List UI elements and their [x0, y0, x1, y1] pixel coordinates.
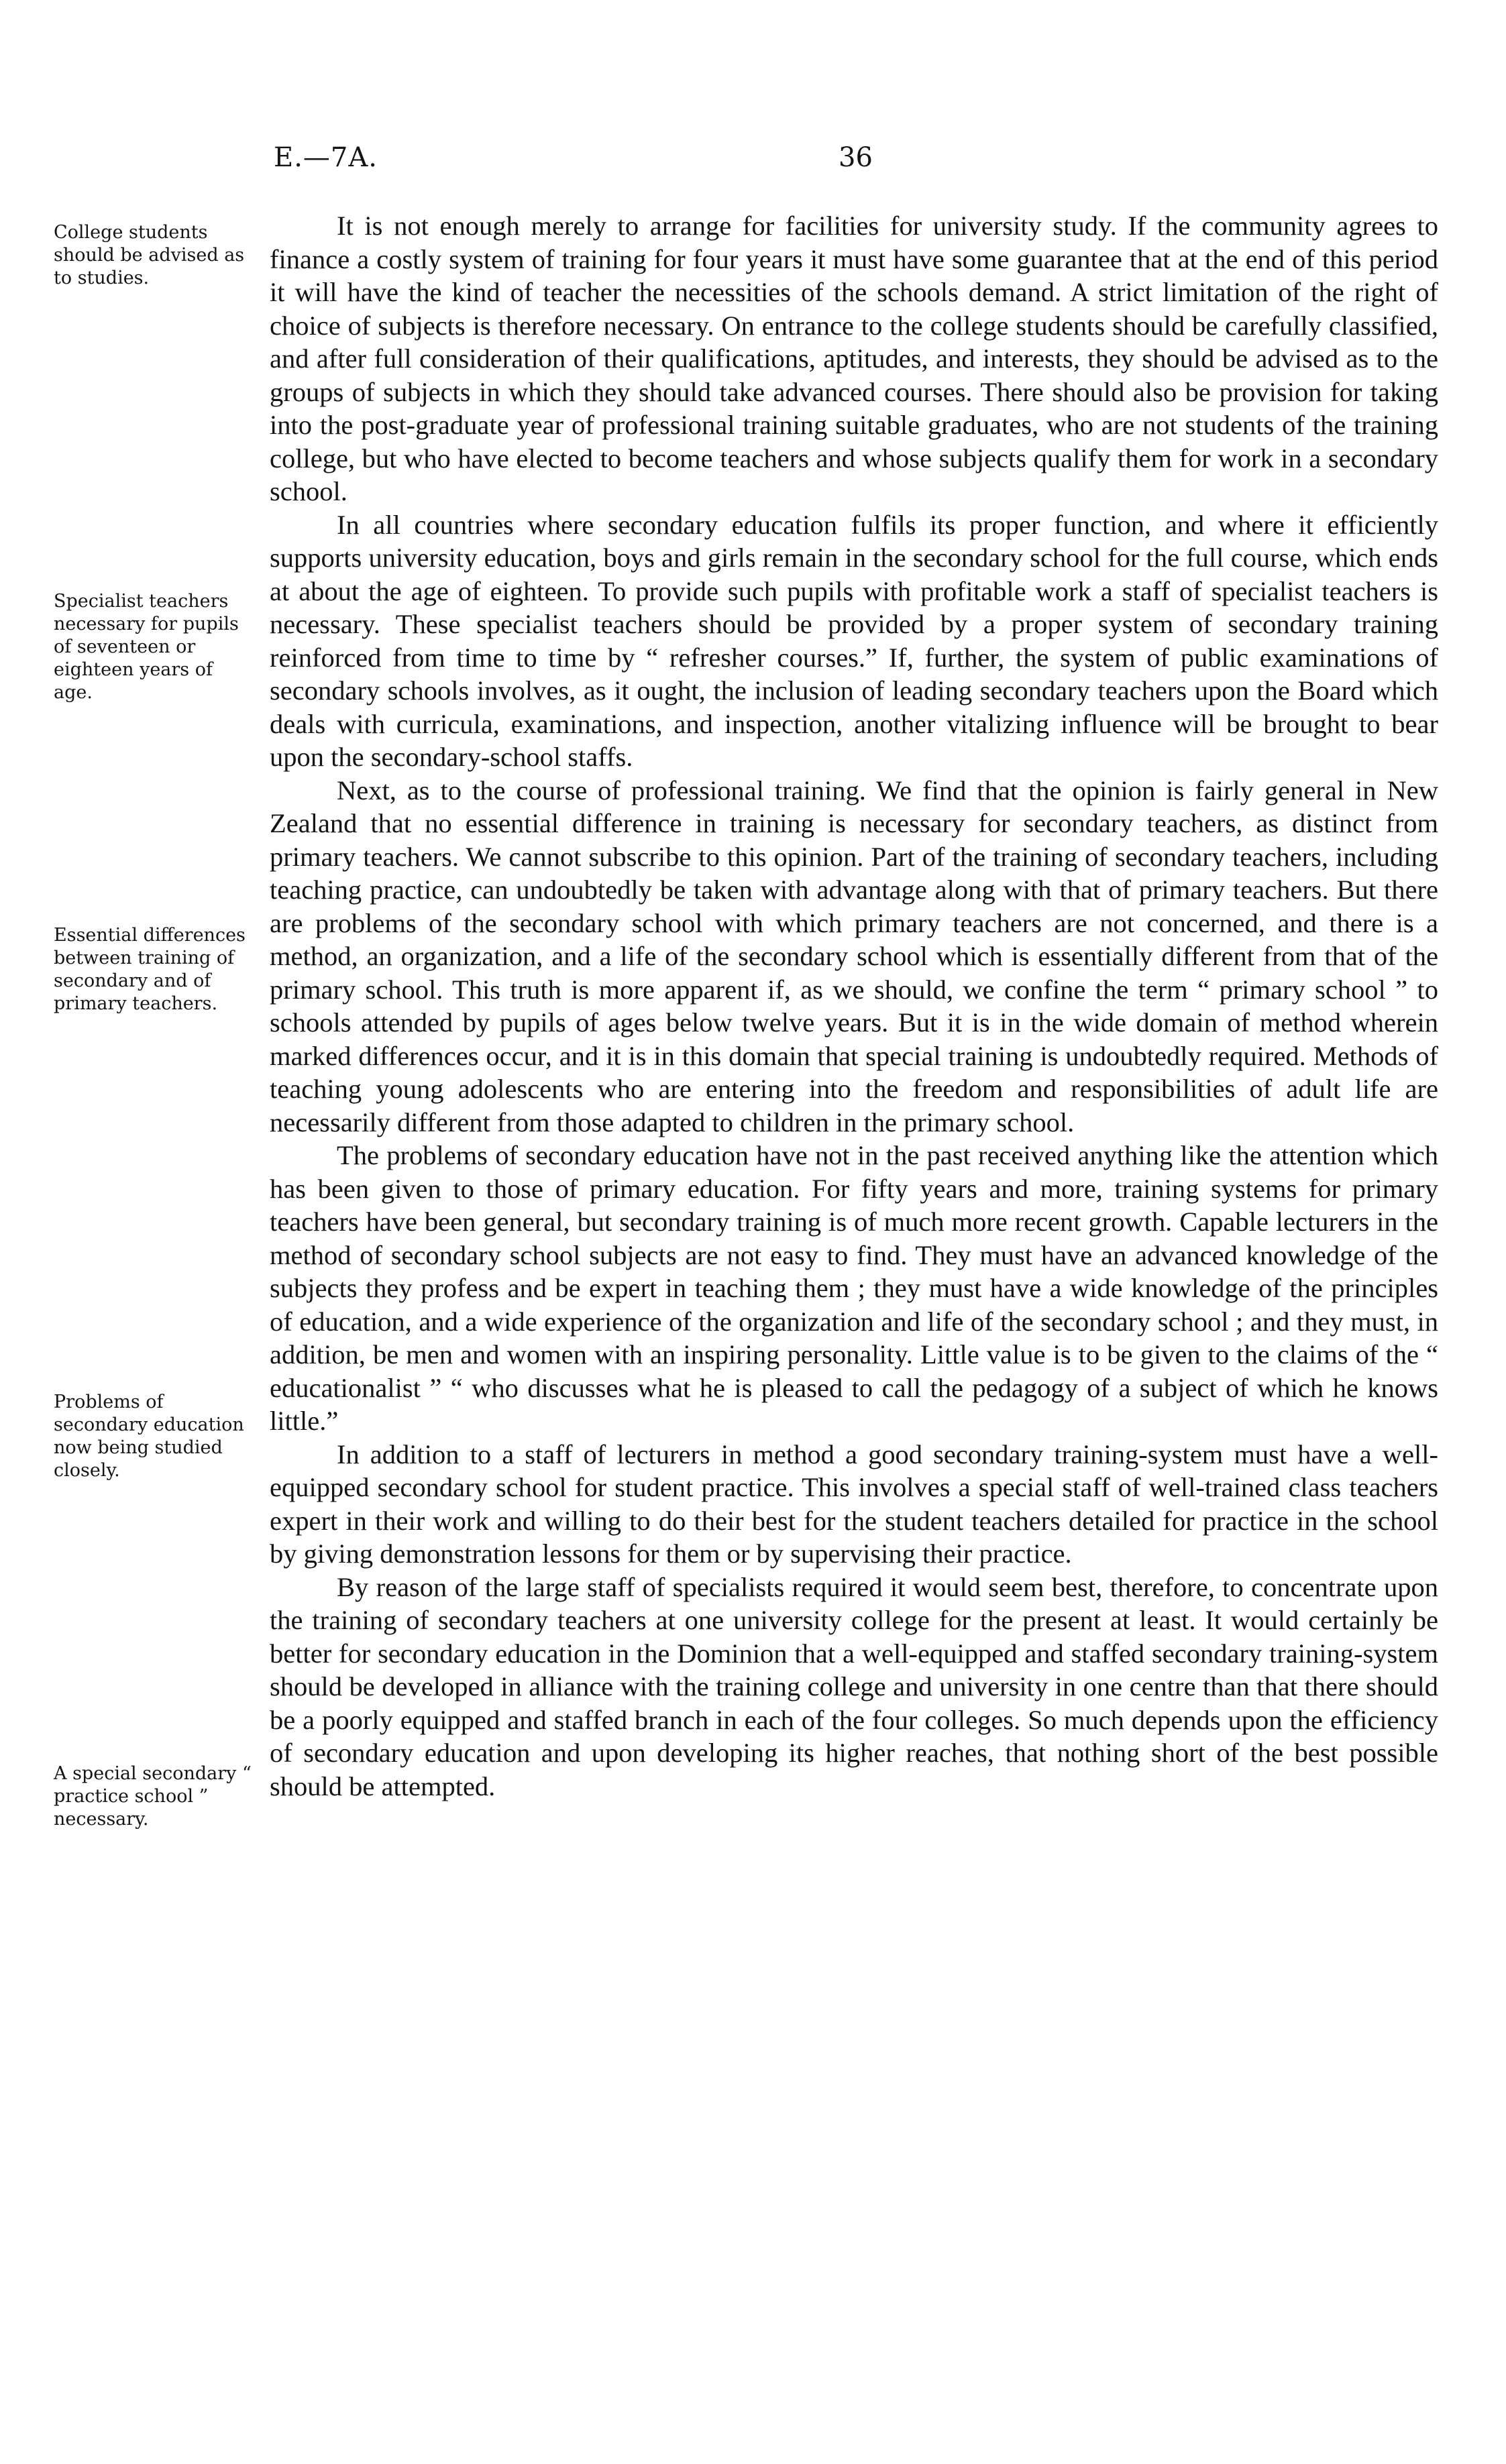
paragraph: The problems of secondary education have not in the past received anything like the attention which has been given to those of primary education. For fifty years and more, training systems for primary teachers have been general, but secondary training is of much more recent growth. Capable lecturers in the method of secondary school subjects are not easy to find. They must have an advanced knowledge of the subjects they profess and be expert in teaching them ; they must have a wide knowledge of the principles of education, and a wide experience of the organization and life of the secondary school ; and they must, in addition, be men and women with an inspiring personality. Little value is to be given to the claims of the “ educationalist ” “ who discusses what he is pleased to call the pedagogy of a subject of which he knows little.” [270, 1140, 1438, 1436]
page-number: 36 [839, 142, 873, 173]
side-note-practice-school: A special secondary “ practice school ” necessary. [54, 1763, 252, 1830]
side-note-problems-secondary: Problems of secondary education now being studied closely. [54, 1392, 244, 1481]
side-note-essential-differences: Essential differences between training of secondary and of primary teachers. [54, 925, 246, 1014]
side-note-college-students: College students should be advised as to studies. [54, 222, 245, 288]
side-note-specialist-teachers: Specialist teachers necessary for pupils of seventeen or eighteen years of age. [54, 591, 239, 703]
paragraph: In all countries where secondary education fulfils its proper function, and where it efficiently supports university education, boys and girls remain in the secondary school for the full course, which ends at about the age of eighteen. To provide such pupils with profitable work a staff of specialist teachers is necessary. These specialist teachers should be provided by a proper system of secondary training reinforced from time to time by “ refresher courses.” If, further, the system of public examinations of secondary schools involves, as it ought, the inclusion of leading secondary teachers upon the Board which deals with curricula, examinations, and inspection, another vitalizing influence will be brought to bear upon the secondary-school staffs. [270, 509, 1438, 772]
paragraph: It is not enough merely to arrange for facilities for university study. If the community agrees to finance a costly system of training for four years it must have some guarantee that at the end of this period it will have the kind of teacher the necessities of the schools demand. A strict limitation of the right of choice of subjects is therefore necessary. On entrance to the college students should be carefully classified, and after full consideration of their qualifications, aptitudes, and interests, they should be advised as to the groups of subjects in which they should take advanced courses. There should also be provision for taking into the post-graduate year of professional training suitable graduates, who are not students of the training college, but who have elected to become teachers and whose subjects qualify them for work in a secondary school. [270, 211, 1438, 506]
paragraph: By reason of the large staff of specialists required it would seem best, therefore, to concentrate upon the training of secondary teachers at one university college for the present at least. It would certainly be better for secondary education in the Dominion that a well-equipped and staffed secondary training-system should be developed in alliance with the training college and university in one centre than that there should be a poorly equipped and staffed branch in each of the four colleges. So much depends upon the efficiency of secondary education and upon developing its higher reaches, that nothing short of the best possible should be attempted. [270, 1571, 1438, 1801]
document-reference: E.—7A. [274, 142, 378, 173]
paragraph: In addition to a staff of lecturers in method a good secondary training-system must have a well-equipped secondary school for student practice. This involves a special staff of well-trained class teachers expert in their work and willing to do their best for the student teachers detailed for practice in the school by giving demonstration lessons for them or by supervising their practice. [270, 1439, 1438, 1569]
paragraph: Next, as to the course of professional training. We find that the opinion is fairly general in New Zealand that no essential difference in training is necessary for secondary teachers, as distinct from primary teachers. We cannot subscribe to this opinion. Part of the training of secondary teachers, including teaching practice, can undoubtedly be taken with advantage along with that of primary teachers. But there are problems of the secondary school with which primary teachers are not concerned, and there is a method, an organization, and a life of the secondary school which is essentially different from that of the primary school. This truth is more apparent if, as we should, we confine the term “ primary school ” to schools attended by pupils of ages below twelve years. But it is in the wide domain of method wherein marked differences occur, and it is in this domain that special training is undoubtedly required. Methods of teaching young adolescents who are entering into the freedom and responsibilities of adult life are necessarily different from those adapted to children in the primary school. [270, 775, 1438, 1137]
main-text-column [270, 209, 1438, 1803]
